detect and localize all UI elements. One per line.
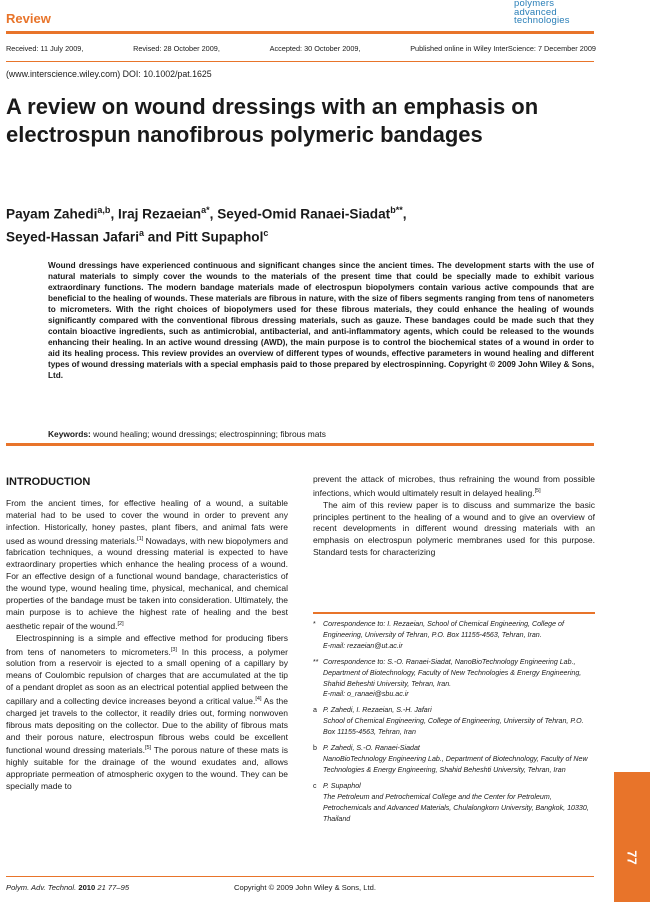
footnote-email[interactable]: E-mail: rezaeian@ut.ac.ir	[323, 641, 403, 650]
author-affiliation: a	[139, 227, 145, 238]
author-name: Payam Zahedi	[6, 206, 98, 222]
footnote-line: P. Zahedi, I. Rezaeian, S.-H. Jafari	[323, 706, 432, 715]
footnote-line: Correspondence to: I. Rezaeian, School of Chemical Engineering, College of Engineering, University of Tehran, P.O. Box 11155-4563, Tehran, Iran.	[323, 620, 564, 639]
author-separator: ,	[402, 206, 407, 222]
citation[interactable]: [5]	[144, 745, 152, 752]
page-number: 77	[624, 850, 640, 865]
footnote-item	[313, 619, 595, 652]
footnote-item	[313, 657, 595, 701]
author-affiliation: c	[263, 227, 269, 238]
author-name: Seyed-Omid Ranaei-Siadat	[217, 206, 391, 222]
footnote-email[interactable]: E-mail: o_ranaei@sbu.ac.ir	[323, 690, 409, 699]
journal-pages: 21 77–95	[97, 883, 130, 892]
journal-logo-line: polymers	[514, 0, 555, 9]
body-paragraph	[313, 500, 595, 560]
keywords-list: wound healing; wound dressings; electrospinning; fibrous mats	[93, 429, 326, 439]
received-date: Received: 11 July 2009,	[6, 44, 84, 53]
footnote-line: School of Chemical Engineering, College of Engineering, University of Tehran, P.O. Box 11155-4563, Tehran, Iran	[323, 717, 584, 737]
page-tab	[614, 772, 650, 902]
body-column-right	[313, 474, 595, 559]
author-name: Iraj Rezaeian	[118, 206, 202, 222]
author-name: Pitt Supaphol	[175, 229, 264, 245]
copyright-footer: Copyright © 2009 John Wiley & Sons, Ltd.	[234, 883, 376, 892]
footnote-item	[313, 705, 595, 738]
footnote-item	[313, 781, 595, 825]
body-paragraph	[6, 498, 288, 633]
footnote-mark: b	[313, 744, 317, 753]
revised-date: Revised: 28 October 2009,	[133, 44, 220, 53]
paragraph-text: prevent the attack of microbes, thus refraining the wound from possible infections, which would ultimately result in delayed healing.	[313, 474, 595, 498]
footnote-line: The Petroleum and Petrochemical College and the Center for Petroleum, Petrochemicals and Advanced Materials, Chulalongkorn University, Bangkok, 10330, Thailand	[323, 792, 589, 823]
keywords	[48, 429, 326, 439]
paragraph-text: Electrospinning is a simple and effective method for producing fibers from tens of nanometers to micrometers.	[6, 632, 288, 657]
abstract-rule	[6, 443, 594, 446]
author-separator: ,	[110, 206, 118, 222]
paragraph-text: From the ancient times, for effective healing of a wound, a suitable material had to be used to cover the wound in order to prevent any infection. Historically, honey pastes, plant fibers, and animal fats were used as wound dressing materials.	[6, 498, 288, 546]
body-paragraph	[313, 474, 595, 500]
section-label: Review	[6, 11, 51, 26]
footnote-line: P. Supaphol	[323, 781, 361, 790]
journal-logo	[514, 0, 604, 26]
footnote-mark: c	[313, 781, 317, 790]
footnote-line: NanoBioTechnology Engineering Lab., Department of Biotechnology, Faculty of New Technologies & Energy Engineering, Shahid Beheshti University, Tehran, Iran	[323, 754, 588, 774]
doi-line[interactable]: (www.interscience.wiley.com) DOI: 10.1002/pat.1625	[6, 69, 212, 79]
author-affiliation: a*	[201, 205, 210, 215]
footnote-mark: **	[313, 657, 319, 666]
footnote-mark: a	[313, 706, 317, 715]
body-paragraph	[6, 633, 288, 793]
paragraph-text: As the charged jet travels to the collector, it readily dries out, forming nonwoven fibrous mats depositing on the collector. Due to the ability of fibrous mats and their porous nature, electrospun fibrous webs could be excellent functional wound dressing materials.	[6, 695, 288, 756]
keywords-label: Keywords:	[48, 429, 91, 439]
journal-logo-line: advanced	[514, 6, 557, 18]
author-separator: ,	[209, 206, 218, 222]
citation-footer	[6, 883, 129, 892]
footnote-mark: *	[313, 620, 316, 628]
paragraph-text: Nowadays, with new biopolymers and fabrication techniques, a wound dressing material is expected to have extraordinary properties which enhance the healing process of a wound. For an effective design of a functional wound bandage, characteristics of the wound type, wound healing time, physical, mechanical, and chemical properties of the bandage must be taken into consideration. Ultimately, the main purpose is to achieve the highest rate of healing and the best aesthetic repair of the wound.	[6, 535, 288, 631]
author-name: Seyed-Hassan Jafari	[6, 229, 139, 245]
citation[interactable]: [4]	[255, 695, 262, 702]
author-separator: and	[144, 229, 176, 245]
paragraph-text: In this process, a polymer solution from a reservoir is ejected to a small opening of a capillary by means of Coulombic repulsion of charges that are accumulated at the tip of a pendant droplet as soon as an electrical potential applied between the capillary and a collecting device increases beyond a critical value.	[6, 646, 288, 706]
body-column-left	[6, 498, 288, 793]
dates-rule	[6, 61, 594, 62]
journal-year: 2010	[78, 883, 96, 892]
footnotes	[313, 619, 595, 829]
accepted-date: Accepted: 30 October 2009,	[269, 44, 361, 53]
journal-logo-line: technologies	[514, 15, 570, 27]
footnote-line: Correspondence to: S.-O. Ranaei-Siadat, NanoBioTechnology Engineering Lab., Department of Biotechnology, Faculty of New Technologies & Energy Engineering, Shahid Beheshti University, Tehran, Iran.	[323, 657, 582, 688]
header-rule	[6, 31, 594, 34]
footnote-line: P. Zahedi, S.-O. Ranaei-Siadat	[323, 744, 420, 753]
footnote-rule	[313, 612, 595, 614]
citation[interactable]: [1]	[137, 535, 144, 542]
section-heading: INTRODUCTION	[6, 476, 91, 488]
published-date: Published online in Wiley InterScience: 7 December 2009	[410, 44, 596, 53]
author-affiliation: a,b	[97, 205, 111, 215]
footer-rule	[6, 876, 594, 877]
journal-abbrev: Polym. Adv. Technol.	[6, 883, 77, 892]
footnote-item	[313, 743, 595, 776]
citation[interactable]: [2]	[117, 620, 124, 627]
abstract: Wound dressings have experienced continuous and significant changes since the ancient times. The development starts with the use of natural materials to simply cover the wounds to the materials of the present time that could be specially made to exhibit various extraordinary functions. The modern bandage materials made of electrospun biopolymers contain various active compounds that are beneficial to the healing of wounds. These materials are fibrous in nature, with the size of fibers segments ranging from tens of nanometers to micrometers. With the right choices of biopolymers used for these fibrous materials, they could enhance the healing of wounds significantly compared with the conventional fibrous dressing materials, such as gauze. These bandages could be made such that they contain bioactive ingredients, such as antimicrobial, antibacterial, and anti-inflammatory agents, which could be released to the wounds enhancing their healing. In an active wound dressing (AWD), the main purpose is to control the biochemical states of a wound in order to aid its healing process. This review provides an overview of different types of wounds, effective parameters in wound healing and different types of wound dressing materials with a special emphasis paid to those prepared by electrospinning. Copyright © 2009 John Wiley & Sons, Ltd.	[48, 261, 594, 381]
citation[interactable]: [3]	[170, 646, 177, 653]
author-list	[6, 201, 616, 246]
paragraph-text: The aim of this review paper is to discuss and summarize the basic principles pertinent to the healing of a wound and to give an overview of recent developments in different wound dressing materials with an emphasis on electrospun polymeric membranes used for this purpose. Standard tests for characterizing	[313, 499, 595, 558]
paragraph-text: The porous nature of these mats is highly suitable for the drainage of the wound exudates and, allows appropriate permeation of atmospheric oxygen to the wound. They can be specially made to	[6, 745, 288, 791]
citation[interactable]: [5]	[534, 487, 541, 494]
author-affiliation: b**	[390, 205, 403, 215]
article-title: A review on wound dressings with an emphasis on electrospun nanofibrous polymeric bandages	[6, 94, 539, 147]
history-dates	[6, 44, 596, 53]
